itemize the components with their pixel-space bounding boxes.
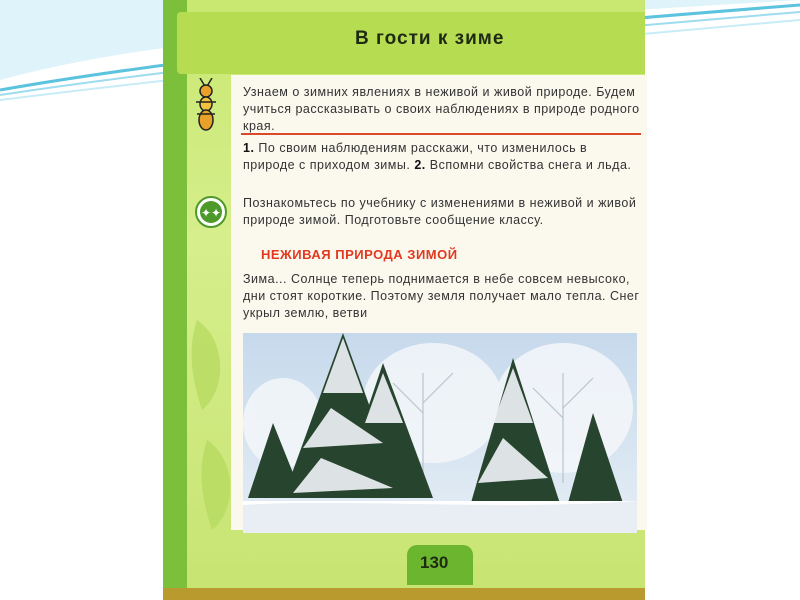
body-paragraph: Зима... Солнце теперь поднимается в небе совсем невысоко, дни стоят короткие. Поэтому земля получает мало тепла. Снег укрыл землю, ветви [243,272,640,320]
task-number-2: 2. [414,158,426,172]
page-bottom-edge [163,588,645,600]
stars-badge-icon [195,196,227,228]
task-text [243,140,641,174]
group-task-text: Познакомьтесь по учебнику с изменениями в неживой и живой природе зимой. Подготовьте сообщение классу. [243,196,637,227]
section-heading: НЕЖИВАЯ ПРИРОДА ЗИМОЙ [261,247,458,262]
task-text-1: По своим наблюдениям расскажи, что изменилось в природе с приходом зимы. [243,141,588,172]
page-margin-strip [163,0,187,600]
divider-line [241,133,641,135]
intro-text: Узнаем о зимних явлениях в неживой и живой природе. Будем учиться рассказывать о своих наблюдениях в природе родного края. [243,85,640,133]
page-number: 130 [420,553,449,572]
winter-forest-photo [243,333,637,533]
task-text-2: Вспомни свойства снега и льда. [425,158,632,172]
svg-text:✦✦: ✦✦ [200,206,222,220]
ant-mascot-icon [192,78,220,134]
page-title: В гости к зиме [355,28,505,49]
task-number-1: 1. [243,141,255,155]
